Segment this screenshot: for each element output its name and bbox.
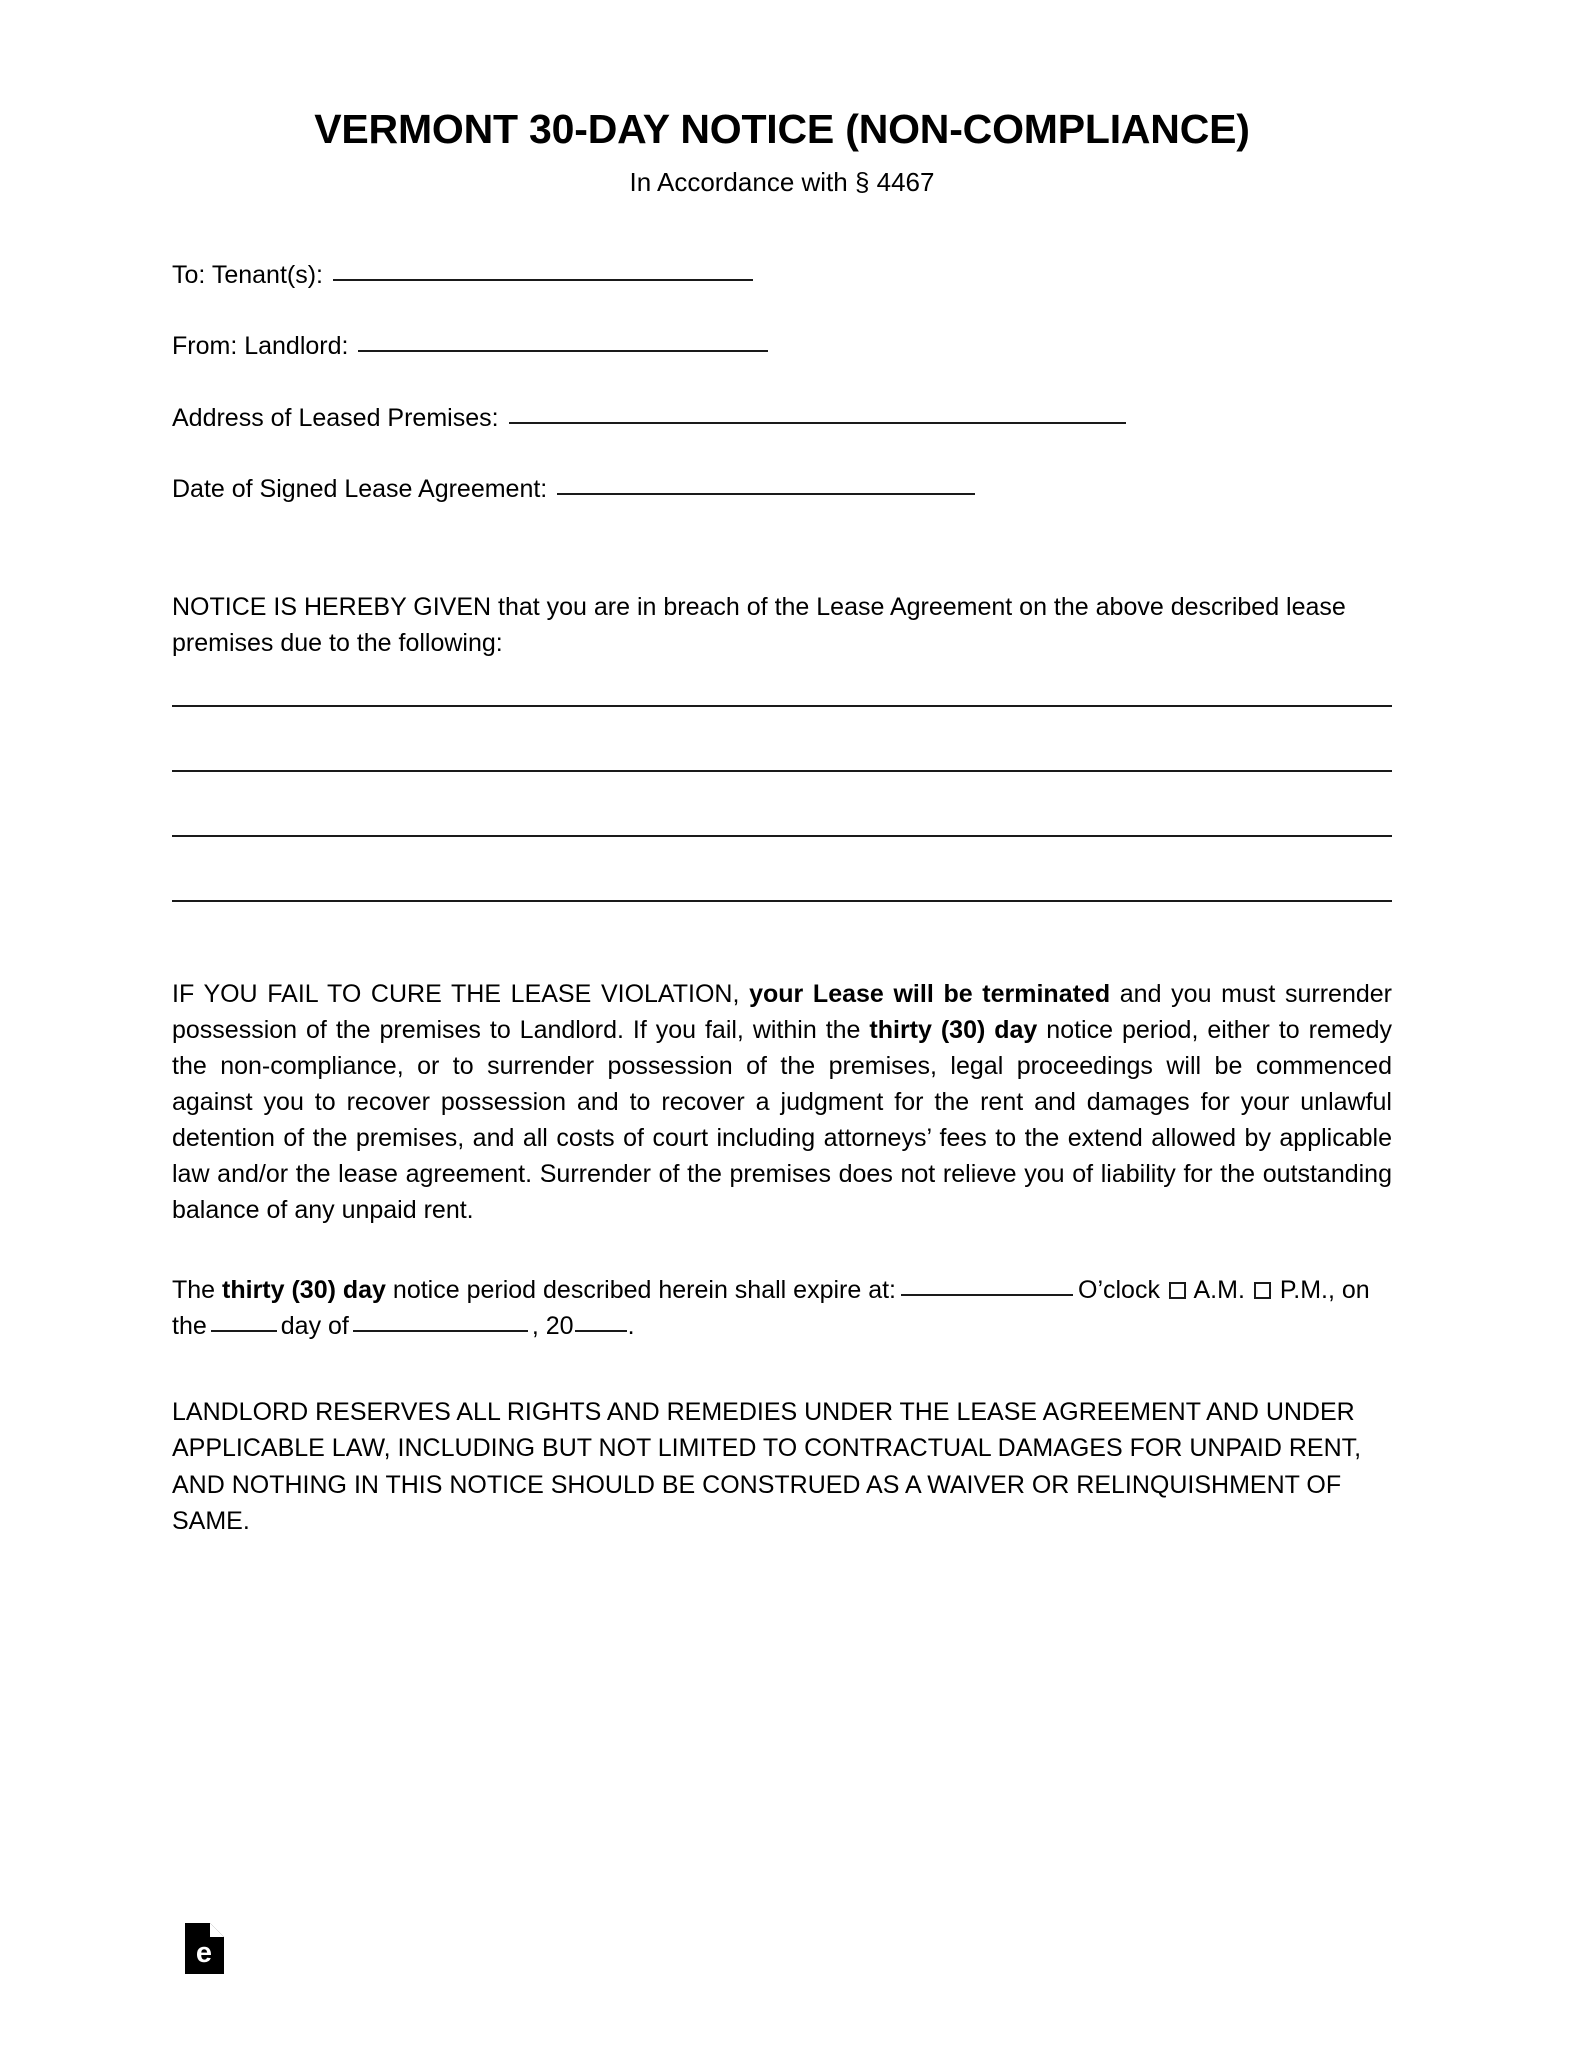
- violation-line-4[interactable]: [172, 900, 1392, 902]
- form-fields: [172, 260, 1392, 505]
- field-input-address[interactable]: [509, 422, 1126, 424]
- field-row-lease-date: [172, 474, 1392, 505]
- violation-description-lines: [172, 705, 1392, 902]
- field-input-lease-date[interactable]: [557, 493, 975, 495]
- violation-line-2[interactable]: [172, 770, 1392, 772]
- checkbox-am[interactable]: [1169, 1282, 1186, 1299]
- cure-bold-thirty-day: thirty (30) day: [869, 1016, 1038, 1045]
- field-input-landlord[interactable]: [358, 350, 768, 352]
- expiry-bold-thirty-day: thirty (30) day: [222, 1276, 386, 1305]
- field-label-landlord: From: Landlord:: [172, 332, 349, 361]
- expiry-year-input[interactable]: [575, 1330, 627, 1332]
- expiry-paragraph: [172, 1272, 1392, 1344]
- expiry-am-label: A.M.: [1193, 1276, 1245, 1305]
- expiry-time-input[interactable]: [901, 1294, 1073, 1296]
- field-row-landlord: [172, 331, 1392, 362]
- page-subtitle: In Accordance with § 4467: [629, 167, 935, 198]
- field-label-address: Address of Leased Premises:: [172, 403, 499, 432]
- field-row-address: [172, 403, 1392, 434]
- field-input-tenant[interactable]: [333, 279, 753, 281]
- cure-segment-2: and you must surrender possession of the premises to Landlord. If you fail, within the: [172, 980, 1392, 1045]
- expiry-year-prefix: , 20: [531, 1312, 574, 1341]
- expiry-mid-text: notice period described herein shall expire at:: [385, 1276, 896, 1305]
- field-label-lease-date: Date of Signed Lease Agreement:: [172, 474, 548, 503]
- field-row-tenant: [172, 260, 1392, 291]
- violation-line-1[interactable]: [172, 705, 1392, 707]
- page-title: VERMONT 30-DAY NOTICE (NON-COMPLIANCE): [314, 106, 1250, 152]
- reservation-of-rights-paragraph: LANDLORD RESERVES ALL RIGHTS AND REMEDIES UNDER THE LEASE AGREEMENT AND UNDER APPLICABLE LAW, INCLUDING BUT NOT LIMITED TO CONTRACTUAL DAMAGES FOR UNPAID RENT, AND NOTHING IN THIS NOTICE SHOULD BE CONSTRUED AS A WAIVER OR RELINQUISHMENT OF SAME.: [172, 1398, 1362, 1535]
- violation-line-3[interactable]: [172, 835, 1392, 837]
- checkbox-pm[interactable]: [1254, 1282, 1271, 1299]
- expiry-prefix: The: [172, 1276, 223, 1305]
- cure-segment-3: notice period, either to remedy the non-compliance, or to surrender possession of the premises, legal proceedings will be commenced against you to recover possession and to recover a judgment for the rent and damages for your unlawful detention of the premises, and all costs of court including attorneys’ fees to the extend allowed by applicable law and/or the lease agreement. Surrender of the premises does not relieve you of liability for the outstanding balance of any unpaid rent.: [172, 1016, 1392, 1225]
- cure-violation-paragraph: [172, 976, 1392, 1228]
- expiry-day-input[interactable]: [211, 1330, 277, 1332]
- cure-bold-terminated: your Lease will be terminated: [749, 980, 1111, 1009]
- document-content: [172, 0, 1392, 1564]
- cure-segment-1: IF YOU FAIL TO CURE THE LEASE VIOLATION,: [172, 980, 750, 1009]
- notice-intro-paragraph: NOTICE IS HEREBY GIVEN that you are in breach of the Lease Agreement on the above described lease premises due to the following:: [172, 593, 1346, 657]
- expiry-period: .: [627, 1312, 635, 1341]
- field-label-tenant: To: Tenant(s):: [172, 261, 324, 290]
- svg-text:e: e: [195, 1937, 213, 1969]
- expiry-oclock-label: O’clock: [1078, 1276, 1160, 1305]
- eforms-logo-icon: [185, 1923, 224, 1974]
- expiry-month-input[interactable]: [353, 1330, 528, 1332]
- expiry-day-of-label: day of: [280, 1312, 349, 1341]
- expiry-pm-label: P.M., on the: [172, 1276, 1370, 1341]
